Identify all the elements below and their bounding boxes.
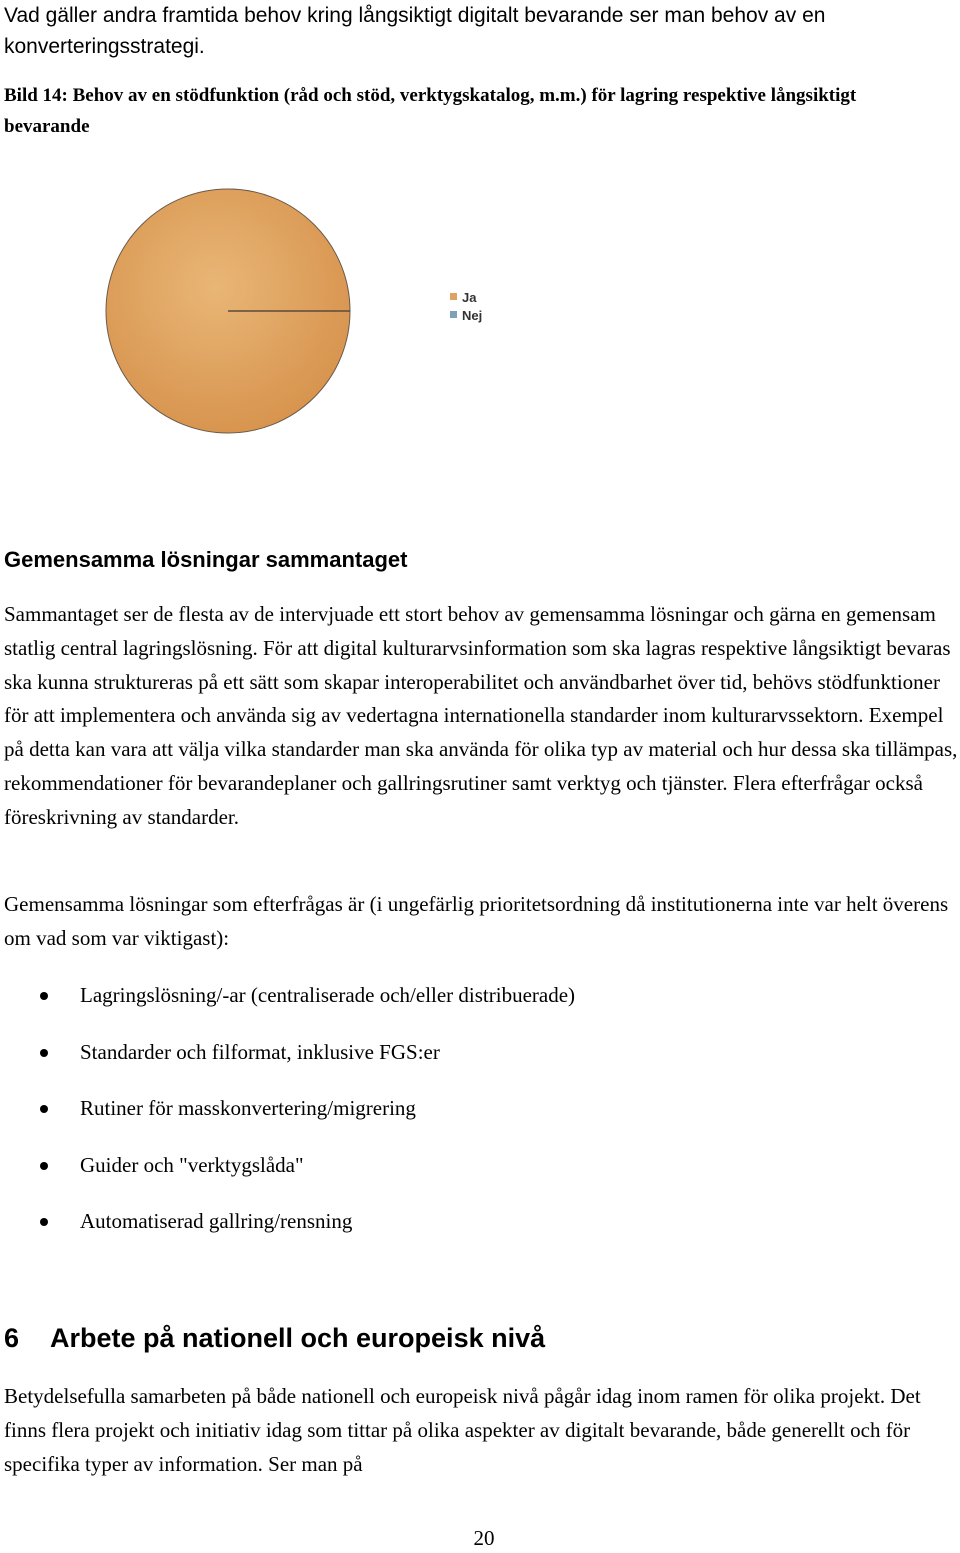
chart-legend (450, 290, 482, 323)
bullet-icon (40, 1162, 48, 1170)
chapter-title: Arbete på nationell och europeisk nivå (50, 1323, 546, 1353)
page-number: 20 (473, 1526, 495, 1550)
bullet-icon (40, 1105, 48, 1113)
list-item-text: Rutiner för masskonvertering/migrering (80, 1096, 416, 1120)
list-item (4, 1204, 904, 1261)
list-item-text: Lagringslösning/-ar (centraliserade och/eller distribuerade) (80, 983, 576, 1007)
bullet-icon (40, 1049, 48, 1057)
list-item (4, 1148, 904, 1205)
legend-swatch-nej (450, 311, 457, 318)
solutions-list (4, 978, 904, 1261)
list-item (4, 1091, 904, 1148)
chapter-number: 6 (4, 1323, 20, 1353)
list-item (4, 1035, 904, 1092)
legend-swatch-ja (450, 293, 457, 300)
list-item-text: Automatiserad gallring/rensning (80, 1209, 353, 1233)
section-paragraph-1: Sammantaget ser de flesta av de intervjuade ett stort behov av gemensamma lösningar och gärna en gemensam statlig central lagringslösning. För att digital kulturarvsinformation som ska lagras respektive långsiktigt bevaras ska kunna struktureras på ett sätt som skapar interoperabilitet och användbarhet över tid, behövs stödfunktioner för att implementera och använda sig av vedertagna internationella standarder inom kulturarvssektorn. Exempel på detta kan vara att välja vilka standarder man ska använda för olika typ av material och hur dessa ska tillämpas, rekommendationer för bevarandeplaner och gallringsrutiner samt verktyg och tjänster. Flera efterfrågar också föreskrivning av standarder. (4, 602, 958, 829)
section-heading: Gemensamma lösningar sammantaget (4, 547, 408, 572)
list-item-text: Standarder och filformat, inklusive FGS:er (80, 1039, 440, 1064)
chapter-paragraph: Betydelsefulla samarbeten på både nationell och europeisk nivå pågår idag inom ramen för olika projekt. Det finns flera projekt och initiativ idag som tittar på olika aspekter av digitalt bevarande, både generellt och för specifika typer av information. Ser man på (4, 1384, 921, 1476)
bullet-icon (40, 1218, 48, 1226)
pie-slices (106, 189, 350, 433)
legend-label-nej: Nej (462, 308, 483, 323)
figure-caption: Bild 14: Behov av en stödfunktion (råd och stöd, verktygskatalog, m.m.) för lagring respektive långsiktigt bevarande (4, 85, 857, 137)
intro-paragraph: Vad gäller andra framtida behov kring långsiktigt digitalt bevarande ser man behov av en konverteringsstrategi. (4, 4, 826, 58)
list-item (4, 978, 904, 1035)
list-item-text: Guider och "verktygslåda" (80, 1152, 304, 1177)
bullet-icon (40, 992, 48, 1000)
chapter-heading (4, 1318, 545, 1358)
legend-label-ja: Ja (462, 290, 477, 305)
section-paragraph-2: Gemensamma lösningar som efterfrågas är (i ungefärlig prioritetsordning då institutionerna inte var helt överens om vad som var viktigast): (4, 892, 949, 950)
pie-chart (100, 185, 520, 440)
